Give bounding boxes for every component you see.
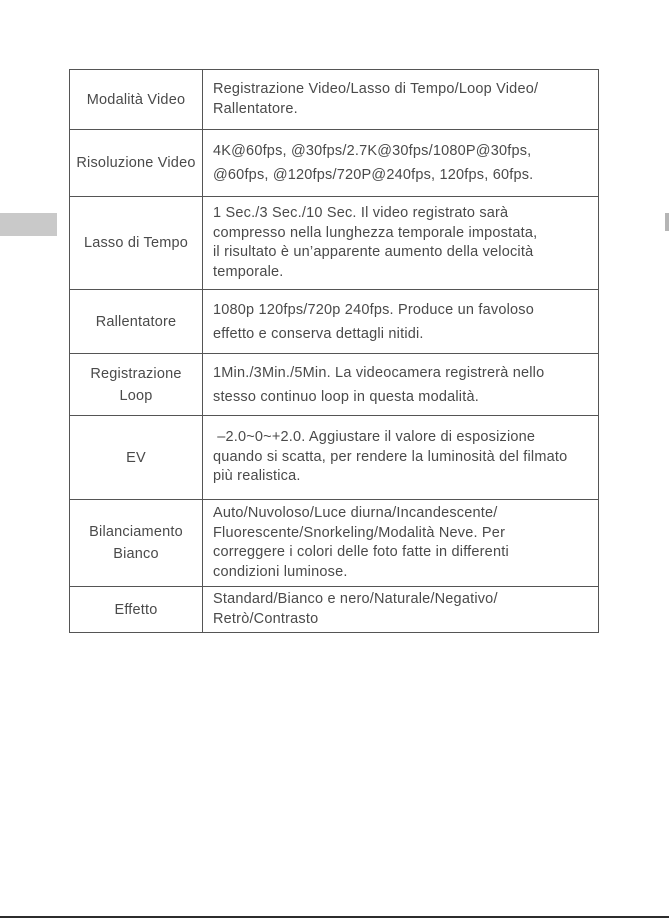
row-label: Risoluzione Video xyxy=(70,130,203,197)
row-label: Lasso di Tempo xyxy=(70,197,203,290)
table-row xyxy=(70,70,599,130)
row-description: 1 Sec./3 Sec./10 Sec. Il video registrato sarà compresso nella lunghezza temporale impostata, il risultato è un’apparente aumento della velocità temporale. xyxy=(203,197,599,290)
row-label: Rallentatore xyxy=(70,290,203,354)
table-row xyxy=(70,354,599,416)
row-label: Bilanciamento Bianco xyxy=(70,500,203,587)
table-row xyxy=(70,416,599,500)
table-row xyxy=(70,500,599,587)
table-row xyxy=(70,197,599,290)
row-description: Standard/Bianco e nero/Naturale/Negativo/ Retrò/Contrasto xyxy=(203,587,599,633)
row-description: 4K@60fps, @30fps/2.7K@30fps/1080P@30fps, @60fps, @120fps/720P@240fps, 120fps, 60fps. xyxy=(203,130,599,197)
table-row xyxy=(70,130,599,197)
row-label: EV xyxy=(70,416,203,500)
row-description: Registrazione Video/Lasso di Tempo/Loop Video/ Rallentatore. xyxy=(203,70,599,130)
row-description: Auto/Nuvoloso/Luce diurna/Incandescente/ Fluorescente/Snorkeling/Modalità Neve. Per correggere i colori delle foto fatte in differenti condizioni luminose. xyxy=(203,500,599,587)
page-edge-marker xyxy=(665,213,669,231)
table-row xyxy=(70,587,599,633)
row-label: Effetto xyxy=(70,587,203,633)
row-label: Modalità Video xyxy=(70,70,203,130)
section-tab-marker xyxy=(0,213,57,236)
row-description: 1080p 120fps/720p 240fps. Produce un favoloso effetto e conserva dettagli nitidi. xyxy=(203,290,599,354)
specification-table xyxy=(69,69,599,633)
row-label: Registrazione Loop xyxy=(70,354,203,416)
row-description: 1Min./3Min./5Min. La videocamera registrerà nello stesso continuo loop in questa modalità. xyxy=(203,354,599,416)
row-description: –2.0~0~+2.0. Aggiustare il valore di esposizione quando si scatta, per rendere la luminosità del filmato più realistica. xyxy=(203,416,599,500)
page-bottom-rule xyxy=(0,916,669,918)
table-row xyxy=(70,290,599,354)
